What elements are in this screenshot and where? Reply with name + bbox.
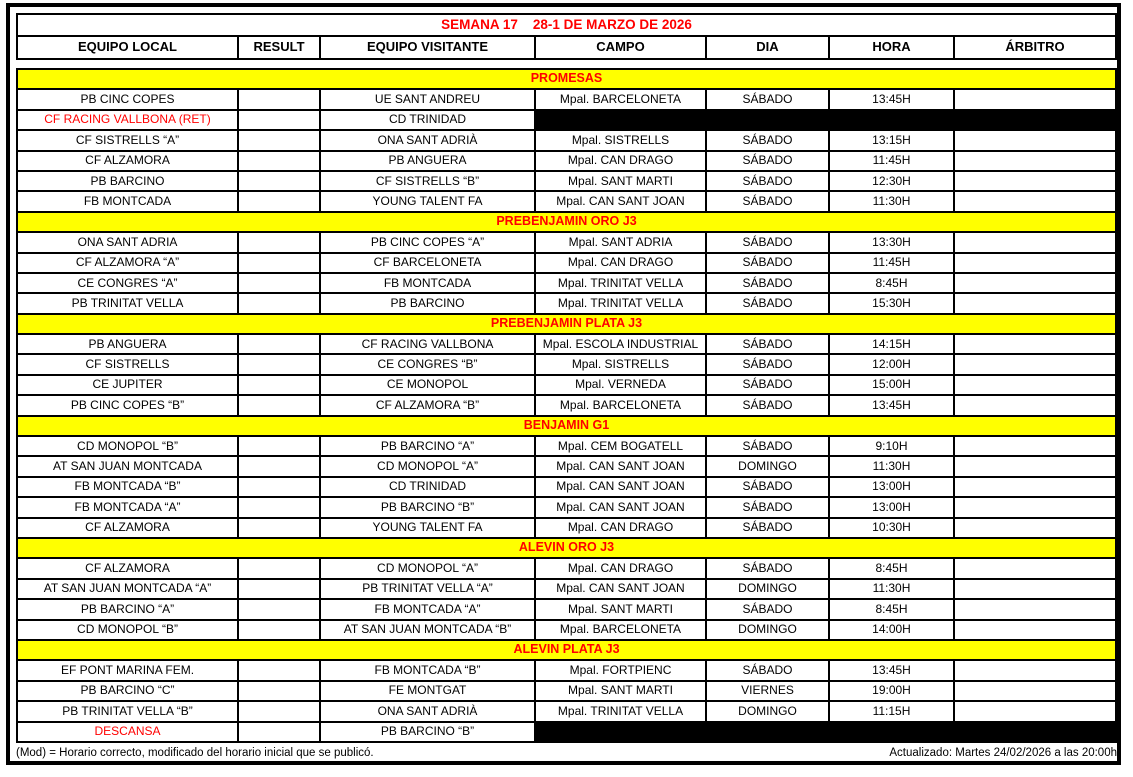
hora-cell: 13:45H: [829, 395, 954, 415]
dia-cell: DOMINGO: [706, 620, 829, 640]
dia-cell: SÁBADO: [706, 375, 829, 395]
campo-cell: Mpal. SANT MARTI: [535, 171, 706, 191]
result-cell: [238, 130, 320, 150]
section-title: PROMESAS: [17, 69, 1116, 89]
campo-cell: Mpal. SANT MARTI: [535, 599, 706, 619]
footer-note-mod: (Mod) = Horario correcto, modificado del horario inicial que se publicó.: [16, 746, 374, 759]
result-cell: [238, 599, 320, 619]
campo-cell: Mpal. CAN SANT JOAN: [535, 579, 706, 599]
match-row: [17, 354, 1116, 374]
match-row: [17, 497, 1116, 517]
arbitro-cell: [954, 599, 1116, 619]
dia-cell: SÁBADO: [706, 191, 829, 211]
column-header-arbitro: ÁRBITRO: [954, 36, 1116, 59]
result-cell: [238, 293, 320, 313]
arbitro-cell: [954, 701, 1116, 721]
local-cell: PB CINC COPES “B”: [17, 395, 238, 415]
hora-cell: 13:45H: [829, 660, 954, 680]
arbitro-cell: [954, 354, 1116, 374]
visitante-cell: YOUNG TALENT FA: [320, 191, 535, 211]
visitante-cell: PB BARCINO “B”: [320, 497, 535, 517]
match-row: [17, 273, 1116, 293]
campo-cell: Mpal. CAN DRAGO: [535, 518, 706, 538]
dia-cell: SÁBADO: [706, 334, 829, 354]
campo-cell: Mpal. SISTRELLS: [535, 130, 706, 150]
hora-cell: 9:10H: [829, 436, 954, 456]
arbitro-cell: [954, 130, 1116, 150]
column-header-equipo-visitante: EQUIPO VISITANTE: [320, 36, 535, 59]
section-header-row: [17, 538, 1116, 558]
local-cell: CF ALZAMORA: [17, 558, 238, 578]
result-cell: [238, 660, 320, 680]
local-cell: EF PONT MARINA FEM.: [17, 660, 238, 680]
local-cell: CD MONOPOL “B”: [17, 436, 238, 456]
column-header-campo: CAMPO: [535, 36, 706, 59]
hora-cell: 13:30H: [829, 232, 954, 252]
visitante-cell: CF RACING VALLBONA: [320, 334, 535, 354]
campo-cell: Mpal. SANT ADRIA: [535, 232, 706, 252]
local-cell: CF ALZAMORA: [17, 518, 238, 538]
local-cell: CF ALZAMORA “A”: [17, 253, 238, 273]
visitante-cell: CF ALZAMORA “B”: [320, 395, 535, 415]
campo-cell: Mpal. ESCOLA INDUSTRIAL: [535, 334, 706, 354]
campo-cell: Mpal. CAN DRAGO: [535, 253, 706, 273]
dia-cell: [706, 722, 829, 742]
hora-cell: 13:45H: [829, 89, 954, 109]
hora-cell: 8:45H: [829, 558, 954, 578]
hora-cell: 11:45H: [829, 151, 954, 171]
dia-cell: SÁBADO: [706, 354, 829, 374]
hora-cell: 11:30H: [829, 456, 954, 476]
hora-cell: 15:00H: [829, 375, 954, 395]
visitante-cell: PB BARCINO: [320, 293, 535, 313]
visitante-cell: PB TRINITAT VELLA “A”: [320, 579, 535, 599]
result-cell: [238, 171, 320, 191]
match-row: [17, 620, 1116, 640]
dia-cell: SÁBADO: [706, 89, 829, 109]
match-row: [17, 293, 1116, 313]
hora-cell: 13:00H: [829, 477, 954, 497]
match-row: [17, 232, 1116, 252]
visitante-cell: PB CINC COPES “A”: [320, 232, 535, 252]
result-cell: [238, 151, 320, 171]
result-cell: [238, 497, 320, 517]
campo-cell: [535, 110, 706, 130]
local-cell: CE CONGRES “A”: [17, 273, 238, 293]
local-cell: ONA SANT ADRIA: [17, 232, 238, 252]
dia-cell: SÁBADO: [706, 232, 829, 252]
result-cell: [238, 518, 320, 538]
match-row: [17, 110, 1116, 130]
arbitro-cell: [954, 171, 1116, 191]
local-cell: PB TRINITAT VELLA: [17, 293, 238, 313]
hora-cell: 14:15H: [829, 334, 954, 354]
result-cell: [238, 191, 320, 211]
arbitro-cell: [954, 477, 1116, 497]
footer: [16, 747, 1117, 759]
section-header-row: [17, 314, 1116, 334]
hora-cell: 19:00H: [829, 681, 954, 701]
dia-cell: SÁBADO: [706, 599, 829, 619]
section-title: ALEVIN ORO J3: [17, 538, 1116, 558]
schedule-body: [17, 69, 1116, 742]
visitante-cell: PB BARCINO “B”: [320, 722, 535, 742]
campo-cell: Mpal. FORTPIENC: [535, 660, 706, 680]
match-row: [17, 660, 1116, 680]
local-cell: DESCANSA: [17, 722, 238, 742]
visitante-cell: PB BARCINO “A”: [320, 436, 535, 456]
match-row: [17, 171, 1116, 191]
result-cell: [238, 701, 320, 721]
result-cell: [238, 456, 320, 476]
column-header-result: RESULT: [238, 36, 320, 59]
local-cell: PB BARCINO “C”: [17, 681, 238, 701]
header-body-gap: [16, 60, 1117, 68]
result-cell: [238, 375, 320, 395]
visitante-cell: CD MONOPOL “A”: [320, 558, 535, 578]
arbitro-cell: [954, 660, 1116, 680]
hora-cell: 11:30H: [829, 191, 954, 211]
result-cell: [238, 273, 320, 293]
hora-cell: 13:15H: [829, 130, 954, 150]
dia-cell: VIERNES: [706, 681, 829, 701]
campo-cell: Mpal. TRINITAT VELLA: [535, 273, 706, 293]
arbitro-cell: [954, 456, 1116, 476]
section-header-row: [17, 640, 1116, 660]
dia-cell: SÁBADO: [706, 130, 829, 150]
campo-cell: Mpal. SANT MARTI: [535, 681, 706, 701]
campo-cell: Mpal. CAN SANT JOAN: [535, 191, 706, 211]
match-row: [17, 89, 1116, 109]
campo-cell: Mpal. CEM BOGATELL: [535, 436, 706, 456]
match-row: [17, 253, 1116, 273]
arbitro-cell: [954, 191, 1116, 211]
arbitro-cell: [954, 579, 1116, 599]
hora-cell: 10:30H: [829, 518, 954, 538]
dia-cell: SÁBADO: [706, 171, 829, 191]
local-cell: CF RACING VALLBONA (RET): [17, 110, 238, 130]
campo-cell: [535, 722, 706, 742]
match-row: [17, 191, 1116, 211]
hora-cell: 8:45H: [829, 599, 954, 619]
match-row: [17, 395, 1116, 415]
dia-cell: SÁBADO: [706, 497, 829, 517]
local-cell: FB MONTCADA “A”: [17, 497, 238, 517]
dia-cell: SÁBADO: [706, 660, 829, 680]
dia-cell: DOMINGO: [706, 456, 829, 476]
hora-cell: 12:30H: [829, 171, 954, 191]
match-row: [17, 558, 1116, 578]
local-cell: FB MONTCADA: [17, 191, 238, 211]
local-cell: AT SAN JUAN MONTCADA “A”: [17, 579, 238, 599]
arbitro-cell: [954, 620, 1116, 640]
visitante-cell: YOUNG TALENT FA: [320, 518, 535, 538]
match-row: [17, 477, 1116, 497]
local-cell: CF ALZAMORA: [17, 151, 238, 171]
hora-cell: 11:45H: [829, 253, 954, 273]
campo-cell: Mpal. CAN SANT JOAN: [535, 497, 706, 517]
visitante-cell: CD MONOPOL “A”: [320, 456, 535, 476]
local-cell: PB ANGUERA: [17, 334, 238, 354]
arbitro-cell: [954, 681, 1116, 701]
hora-cell: [829, 722, 954, 742]
dia-cell: SÁBADO: [706, 477, 829, 497]
visitante-cell: FB MONTCADA: [320, 273, 535, 293]
local-cell: PB TRINITAT VELLA “B”: [17, 701, 238, 721]
section-title: PREBENJAMIN ORO J3: [17, 212, 1116, 232]
hora-cell: 12:00H: [829, 354, 954, 374]
campo-cell: Mpal. BARCELONETA: [535, 620, 706, 640]
match-row: [17, 375, 1116, 395]
dia-cell: SÁBADO: [706, 293, 829, 313]
campo-cell: Mpal. SISTRELLS: [535, 354, 706, 374]
campo-cell: Mpal. TRINITAT VELLA: [535, 293, 706, 313]
dia-cell: SÁBADO: [706, 518, 829, 538]
visitante-cell: CD TRINIDAD: [320, 110, 535, 130]
local-cell: CF SISTRELLS: [17, 354, 238, 374]
hora-cell: [829, 110, 954, 130]
hora-cell: 13:00H: [829, 497, 954, 517]
dia-cell: [706, 110, 829, 130]
arbitro-cell: [954, 151, 1116, 171]
campo-cell: Mpal. BARCELONETA: [535, 395, 706, 415]
section-header-row: [17, 69, 1116, 89]
hora-cell: 8:45H: [829, 273, 954, 293]
hora-cell: 15:30H: [829, 293, 954, 313]
local-cell: PB CINC COPES: [17, 89, 238, 109]
arbitro-cell: [954, 253, 1116, 273]
visitante-cell: CD TRINIDAD: [320, 477, 535, 497]
arbitro-cell: [954, 518, 1116, 538]
campo-cell: Mpal. CAN SANT JOAN: [535, 477, 706, 497]
result-cell: [238, 558, 320, 578]
dia-cell: DOMINGO: [706, 579, 829, 599]
visitante-cell: ONA SANT ADRIÀ: [320, 701, 535, 721]
match-row: [17, 579, 1116, 599]
arbitro-cell: [954, 334, 1116, 354]
arbitro-cell: [954, 273, 1116, 293]
match-row: [17, 722, 1116, 742]
column-header-equipo-local: EQUIPO LOCAL: [17, 36, 238, 59]
match-row: [17, 456, 1116, 476]
result-cell: [238, 477, 320, 497]
week-title-row: [17, 14, 1116, 36]
match-row: [17, 151, 1116, 171]
visitante-cell: FB MONTCADA “B”: [320, 660, 535, 680]
campo-cell: Mpal. CAN DRAGO: [535, 151, 706, 171]
visitante-cell: CE CONGRES “B”: [320, 354, 535, 374]
week-title: SEMANA 17 28-1 DE MARZO DE 2026: [17, 14, 1116, 36]
page-frame: [6, 3, 1121, 765]
arbitro-cell: [954, 293, 1116, 313]
arbitro-cell: [954, 558, 1116, 578]
visitante-cell: CF SISTRELLS “B”: [320, 171, 535, 191]
result-cell: [238, 232, 320, 252]
result-cell: [238, 722, 320, 742]
match-row: [17, 518, 1116, 538]
schedule-table: [16, 68, 1117, 743]
visitante-cell: FE MONTGAT: [320, 681, 535, 701]
dia-cell: SÁBADO: [706, 253, 829, 273]
visitante-cell: AT SAN JUAN MONTCADA “B”: [320, 620, 535, 640]
result-cell: [238, 89, 320, 109]
result-cell: [238, 436, 320, 456]
footer-updated-timestamp: Actualizado: Martes 24/02/2026 a las 20:00h: [889, 746, 1117, 759]
campo-cell: Mpal. VERNEDA: [535, 375, 706, 395]
local-cell: CE JUPITER: [17, 375, 238, 395]
dia-cell: SÁBADO: [706, 436, 829, 456]
result-cell: [238, 620, 320, 640]
section-header-row: [17, 416, 1116, 436]
schedule-header-table: [16, 13, 1117, 60]
campo-cell: Mpal. CAN SANT JOAN: [535, 456, 706, 476]
dia-cell: SÁBADO: [706, 558, 829, 578]
section-header-row: [17, 212, 1116, 232]
dia-cell: SÁBADO: [706, 273, 829, 293]
section-title: PREBENJAMIN PLATA J3: [17, 314, 1116, 334]
hora-cell: 11:30H: [829, 579, 954, 599]
result-cell: [238, 681, 320, 701]
arbitro-cell: [954, 375, 1116, 395]
local-cell: PB BARCINO: [17, 171, 238, 191]
local-cell: FB MONTCADA “B”: [17, 477, 238, 497]
arbitro-cell: [954, 232, 1116, 252]
campo-cell: Mpal. BARCELONETA: [535, 89, 706, 109]
match-row: [17, 681, 1116, 701]
column-header-row: [17, 36, 1116, 59]
hora-cell: 14:00H: [829, 620, 954, 640]
match-row: [17, 334, 1116, 354]
visitante-cell: PB ANGUERA: [320, 151, 535, 171]
column-header-hora: HORA: [829, 36, 954, 59]
dia-cell: SÁBADO: [706, 395, 829, 415]
result-cell: [238, 395, 320, 415]
arbitro-cell: [954, 436, 1116, 456]
match-row: [17, 436, 1116, 456]
result-cell: [238, 354, 320, 374]
campo-cell: Mpal. CAN DRAGO: [535, 558, 706, 578]
arbitro-cell: [954, 89, 1116, 109]
visitante-cell: FB MONTCADA “A”: [320, 599, 535, 619]
visitante-cell: CE MONOPOL: [320, 375, 535, 395]
dia-cell: DOMINGO: [706, 701, 829, 721]
section-title: BENJAMIN G1: [17, 416, 1116, 436]
local-cell: CF SISTRELLS “A”: [17, 130, 238, 150]
local-cell: PB BARCINO “A”: [17, 599, 238, 619]
arbitro-cell: [954, 110, 1116, 130]
visitante-cell: CF BARCELONETA: [320, 253, 535, 273]
result-cell: [238, 579, 320, 599]
result-cell: [238, 253, 320, 273]
arbitro-cell: [954, 395, 1116, 415]
arbitro-cell: [954, 722, 1116, 742]
local-cell: AT SAN JUAN MONTCADA: [17, 456, 238, 476]
hora-cell: 11:15H: [829, 701, 954, 721]
visitante-cell: ONA SANT ADRIÀ: [320, 130, 535, 150]
column-header-dia: DIA: [706, 36, 829, 59]
dia-cell: SÁBADO: [706, 151, 829, 171]
match-row: [17, 130, 1116, 150]
result-cell: [238, 334, 320, 354]
result-cell: [238, 110, 320, 130]
visitante-cell: UE SANT ANDREU: [320, 89, 535, 109]
local-cell: CD MONOPOL “B”: [17, 620, 238, 640]
match-row: [17, 701, 1116, 721]
arbitro-cell: [954, 497, 1116, 517]
section-title: ALEVIN PLATA J3: [17, 640, 1116, 660]
campo-cell: Mpal. TRINITAT VELLA: [535, 701, 706, 721]
match-row: [17, 599, 1116, 619]
